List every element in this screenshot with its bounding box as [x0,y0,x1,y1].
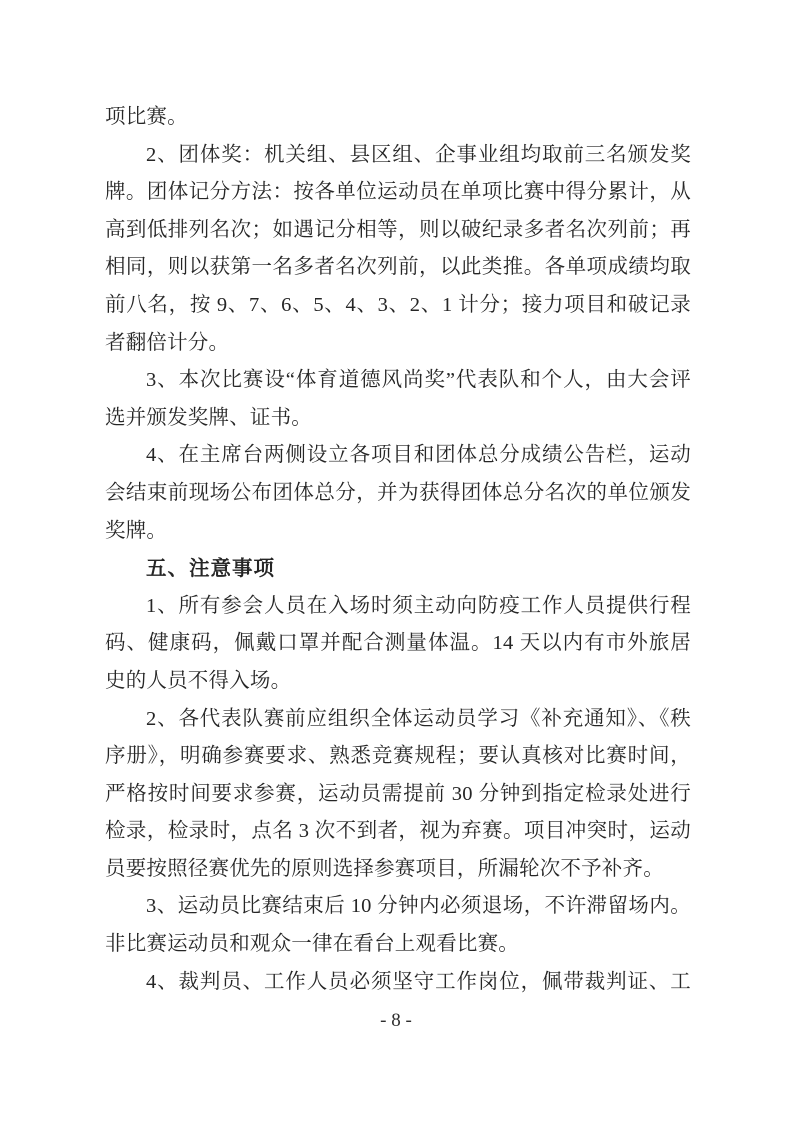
text-line: 项比赛。 [105,106,188,128]
text-line: 序册》，明确参赛要求、熟悉竞赛规程；要认真核对比赛时间， [105,745,691,768]
section-heading: 五、注意事项 [146,557,275,581]
text-line: 2、各代表队赛前应组织全体运动员学习《补充通知》、《秩 [146,707,691,730]
text-line: 4、裁判员、工作人员必须坚守工作岗位，佩带裁判证、工 [146,970,691,993]
text-line: 4、在主席台两侧设立各项目和团体总分成绩公告栏，运动 [146,444,691,467]
text-line: 高到低排列名次；如遇记分相等，则以破纪录多者名次列前；再 [105,218,691,241]
document-body [105,99,691,1001]
text-line: 牌。团体记分方法：按各单位运动员在单项比赛中得分累计，从 [105,181,691,204]
page-footer [0,1008,792,1034]
page-number: - 8 - [380,1010,412,1031]
text-line: 前八名，按 9、7、6、5、4、3、2、1 计分；接力项目和破记录 [105,293,691,316]
text-line: 1、所有参会人员在入场时须主动向防疫工作人员提供行程 [146,594,691,617]
text-line: 严格按时间要求参赛，运动员需提前 30 分钟到指定检录处进行 [105,782,691,805]
text-line: 选并颁发奖牌、证书。 [105,406,312,429]
text-line: 奖牌。 [105,519,168,542]
text-line: 会结束前现场公布团体总分，并为获得团体总分名次的单位颁发 [105,481,691,504]
text-line: 2、团体奖：机关组、县区组、企事业组均取前三名颁发奖 [146,143,691,166]
text-line: 相同，则以获第一名多者名次列前，以此类推。各单项成绩均取 [105,256,691,279]
text-line: 者翻倍计分。 [105,331,230,354]
text-line: 3、运动员比赛结束后 10 分钟内必须退场，不许滞留场内。 [146,895,691,918]
text-line: 检录，检录时，点名 3 次不到者，视为弃赛。项目冲突时，运动 [105,820,691,843]
text-line: 码、健康码，佩戴口罩并配合测量体温。14 天以内有市外旅居 [105,632,691,655]
text-line: 3、本次比赛设“体育道德风尚奖”代表队和个人，由大会评 [146,369,691,392]
text-line: 员要按照径赛优先的原则选择参赛项目，所漏轮次不予补齐。 [105,857,664,880]
text-line: 非比赛运动员和观众一律在看台上观看比赛。 [105,933,519,956]
text-line: 史的人员不得入场。 [105,669,292,692]
